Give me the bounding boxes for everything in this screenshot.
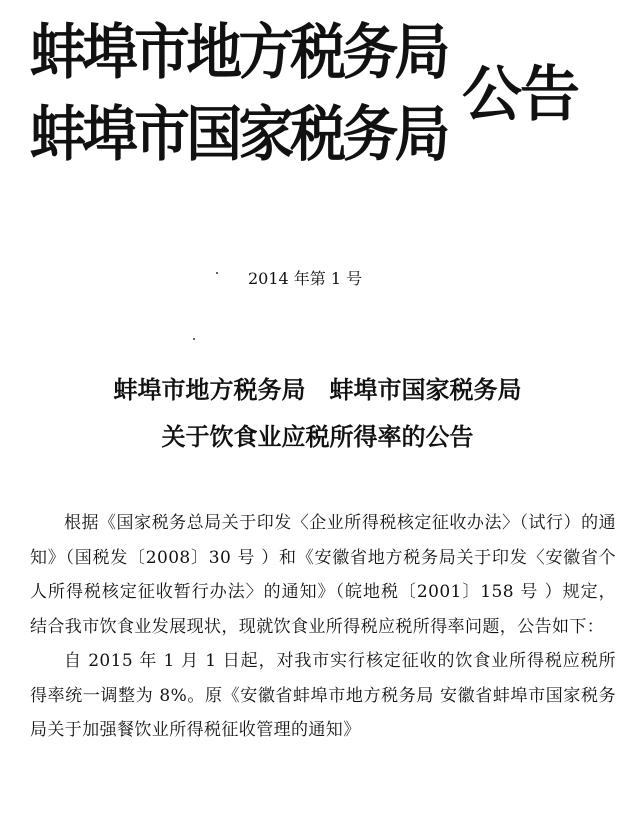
scan-speck — [193, 338, 195, 340]
scan-speck — [216, 272, 218, 274]
letterhead-state-tax-bureau: 蚌埠市国家税务局 — [30, 100, 447, 170]
letterhead — [30, 18, 630, 188]
notice-body — [30, 506, 616, 748]
body-paragraph: 自 2015 年 1 月 1 日起，对我市实行核定征收的饮食业所得税应税所得率统一调整为 8%。原《安徽省蚌埠市地方税务局 安徽省蚌埠市国家税务局关于加强餐饮业所得税征收管理的通知》 — [30, 651, 616, 740]
document-number: 2014 年第 1 号 — [248, 269, 363, 288]
letterhead-notice-word: 公告 — [462, 60, 578, 130]
body-paragraph: 根据《国家税务总局关于印发〈企业所得税核定征收办法〉（试行）的通知》（国税发〔2008〕30 号 ）和《安徽省地方税务局关于印发〈安徽省个人所得税核定征收暂行办法〉的通知》（皖地税〔2001〕158 号 ）规定，结合我市饮食业发展现状，现就饮食业所得税应税所得率问题，公告如下： — [30, 513, 616, 637]
letterhead-local-tax-bureau: 蚌埠市地方税务局 — [30, 18, 447, 88]
notice-title-line-2: 关于饮食业应税所得率的公告 — [161, 423, 474, 451]
notice-title-line-1: 蚌埠市地方税务局 蚌埠市国家税务局 — [113, 376, 522, 404]
